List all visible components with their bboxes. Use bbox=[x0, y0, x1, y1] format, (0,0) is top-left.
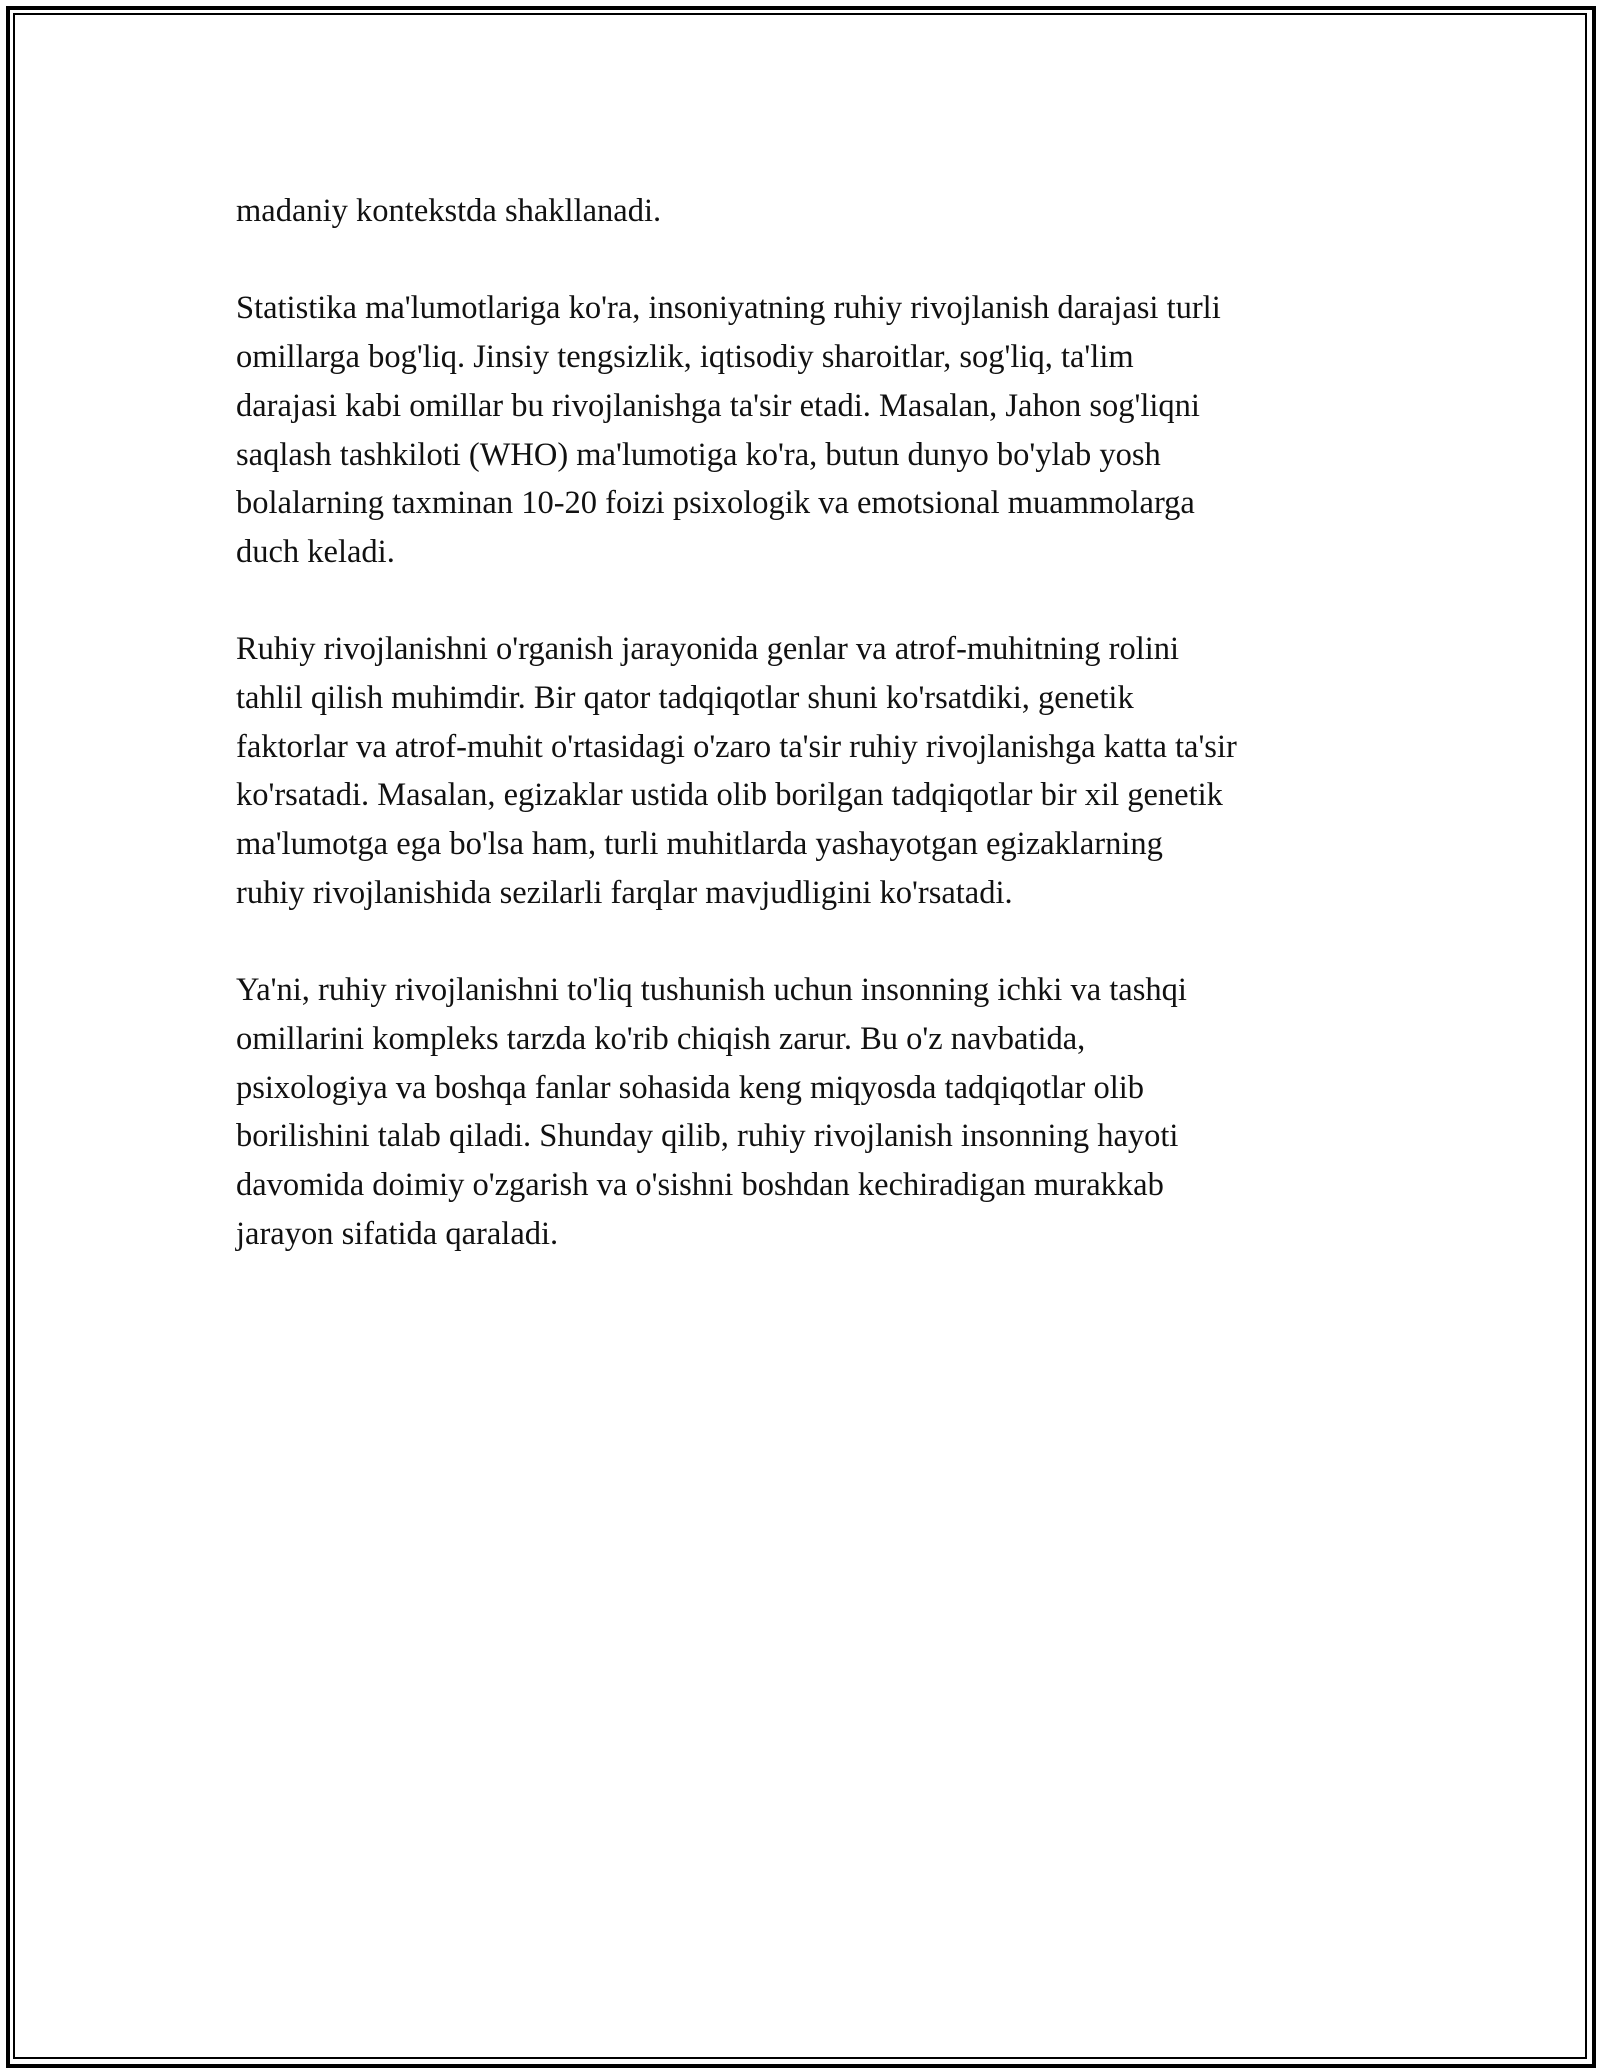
paragraph-statistics: Statistika ma'lumotlariga ko'ra, insoniyatning ruhiy rivojlanish darajasi turli omillarga bog'liq. Jinsiy tengsizlik, iqtisodiy sharoitlar, sog'liq, ta'lim darajasi kabi omillar bu rivojlanishga ta'sir etadi. Masalan, Jahon sog'liqni saqlash tashkiloti (WHO) ma'lumotiga ko'ra, butun dunyo bo'ylab yosh bolalarning taxminan 10-20 foizi psixologik va emotsional muammolarga duch keladi. bbox=[236, 290, 1221, 570]
paragraph-continuation: madaniy kontekstda shakllanadi. bbox=[236, 193, 662, 229]
paragraph-genes-environment: Ruhiy rivojlanishni o'rganish jarayonida genlar va atrof-muhitning rolini tahlil qilish muhimdir. Bir qator tadqiqotlar shuni ko'rsatdiki, genetik faktorlar va atrof-muhit o'rtasidagi o'zaro ta'sir ruhiy rivojlanishga katta ta'sir ko'rsatadi. Masalan, egizaklar ustida olib borilgan tadqiqotlar bir xil genetik ma'lumotga ega bo'lsa ham, turli muhitlarda yashayotgan egizaklarning ruhiy rivojlanishida sezilarli farqlar mavjudligini ko'rsatadi. bbox=[236, 631, 1237, 911]
document-body bbox=[236, 187, 1376, 1307]
paragraph-conclusion: Ya'ni, ruhiy rivojlanishni to'liq tushunish uchun insonning ichki va tashqi omillarini kompleks tarzda ko'rib chiqish zarur. Bu o'z navbatida, psixologiya va boshqa fanlar sohasida keng miqyosda tadqiqotlar olib borilishini talab qiladi. Shunday qilib, ruhiy rivojlanish insonning hayoti davomida doimiy o'zgarish va o'sishni boshdan kechiradigan murakkab jarayon sifatida qaraladi. bbox=[236, 972, 1187, 1252]
